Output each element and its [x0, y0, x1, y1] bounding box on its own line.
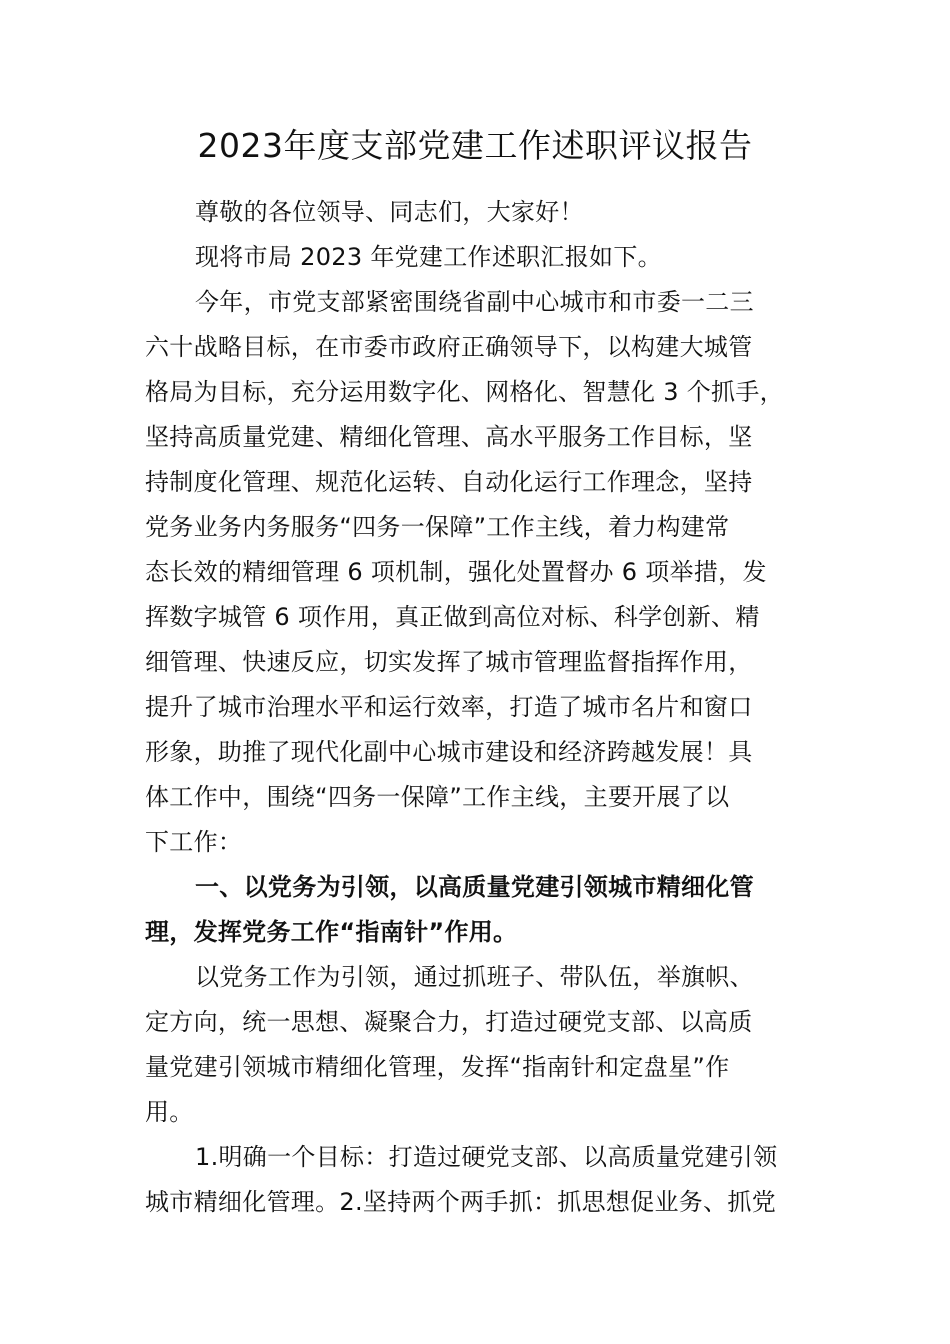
text-line: 用。	[145, 1098, 194, 1126]
text-line-greeting: 尊敬的各位领导、同志们，大家好！	[195, 198, 584, 226]
text-line: 提升了城市治理水平和运行效率，打造了城市名片和窗口	[145, 693, 753, 721]
text-line-intro: 现将市局 2023 年党建工作述职汇报如下。	[195, 243, 662, 271]
text-line: 党务业务内务服务“四务一保障”工作主线，着力构建常	[145, 513, 730, 541]
text-line: 六十战略目标，在市委市政府正确领导下，以构建大城管	[145, 333, 753, 361]
section-heading-line: 理，发挥党务工作“指南针”作用。	[145, 918, 518, 946]
text-line: 格局为目标，充分运用数字化、网格化、智慧化 3 个抓手，	[145, 378, 784, 406]
text-line: 下工作：	[145, 828, 243, 856]
text-line: 量党建引领城市精细化管理，发挥“指南针和定盘星”作	[145, 1053, 730, 1081]
text-line: 定方向，统一思想、凝聚合力，打造过硬党支部、以高质	[145, 1008, 753, 1036]
text-line: 挥数字城管 6 项作用，真正做到高位对标、科学创新、精	[145, 603, 760, 631]
text-line: 坚持高质量党建、精细化管理、高水平服务工作目标，坚	[145, 423, 753, 451]
text-line: 细管理、快速反应，切实发挥了城市管理监督指挥作用，	[145, 648, 753, 676]
text-line: 态长效的精细管理 6 项机制，强化处置督办 6 项举措，发	[145, 558, 767, 586]
document-title: 2023年度支部党建工作述职评议报告	[197, 126, 753, 165]
text-line: 形象，助推了现代化副中心城市建设和经济跨越发展！具	[145, 738, 753, 766]
document-body	[145, 190, 825, 1225]
text-line: 1.明确一个目标：打造过硬党支部、以高质量党建引领	[195, 1143, 778, 1171]
text-line: 体工作中，围绕“四务一保障”工作主线，主要开展了以	[145, 783, 730, 811]
section-heading-line: 一、以党务为引领，以高质量党建引领城市精细化管	[195, 873, 754, 901]
text-line: 以党务工作为引领，通过抓班子、带队伍，举旗帜、	[195, 963, 754, 991]
text-line: 今年，市党支部紧密围绕省副中心城市和市委一二三	[195, 288, 754, 316]
text-line: 持制度化管理、规范化运转、自动化运行工作理念，坚持	[145, 468, 753, 496]
text-line: 城市精细化管理。2.坚持两个两手抓：抓思想促业务、抓党	[145, 1188, 776, 1216]
